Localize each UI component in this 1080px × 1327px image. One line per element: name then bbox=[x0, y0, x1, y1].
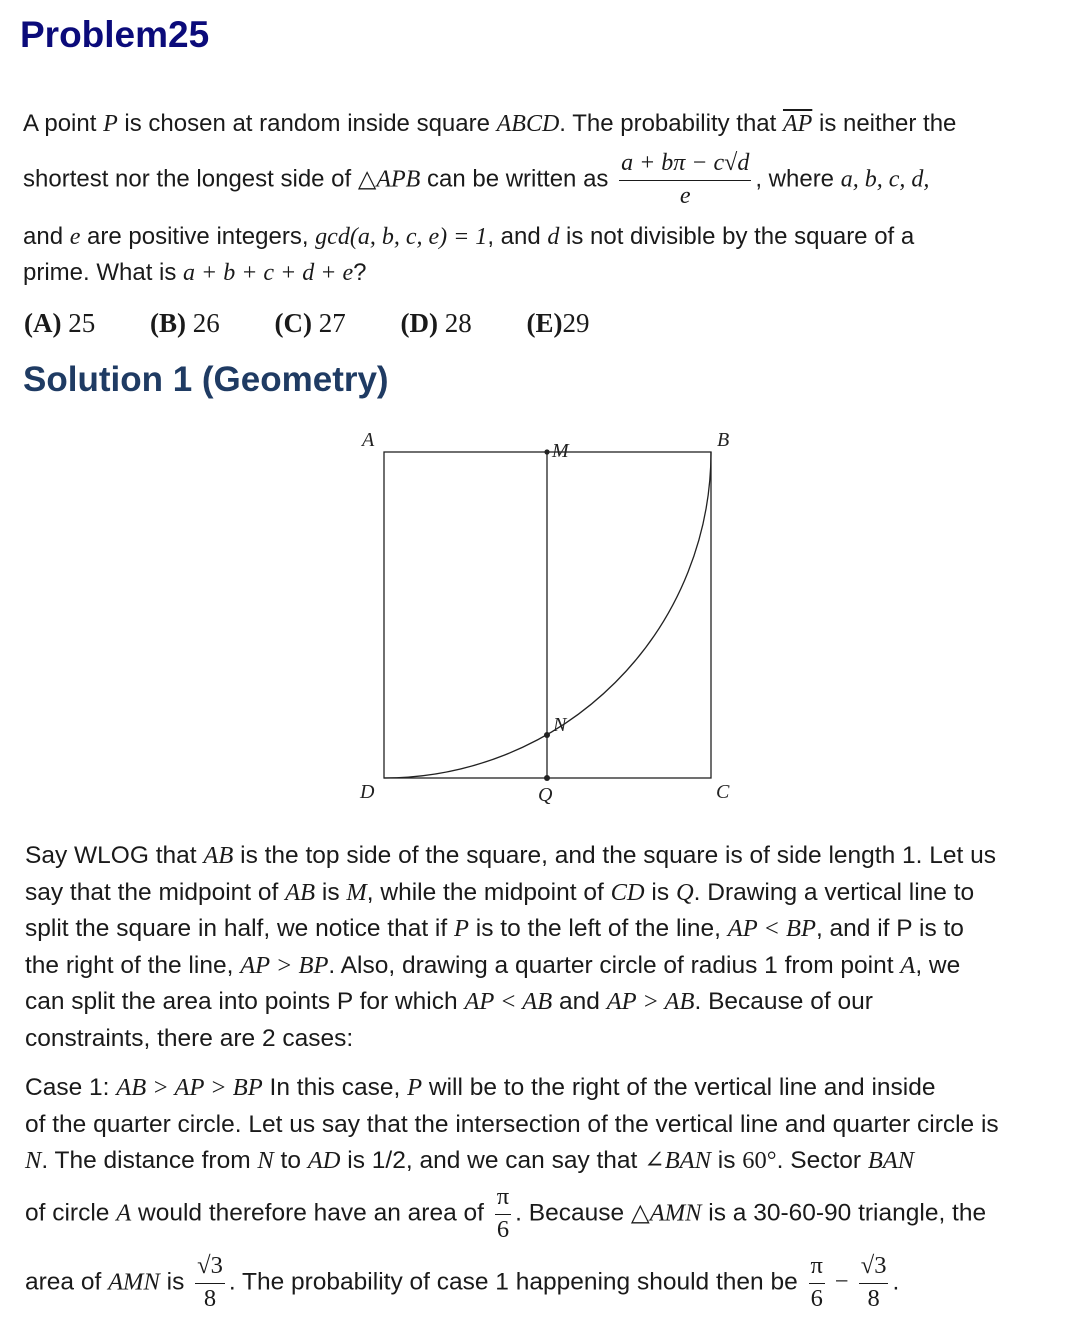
label-m: M bbox=[552, 440, 569, 462]
point-m bbox=[544, 449, 549, 454]
choice-b: (B) 26 bbox=[149, 308, 220, 338]
solution-paragraph-1: Say WLOG that AB is the top side of the square, and the square is of side length 1. Let us say that the midpoint of AB is M, while the midpoint of CD is Q. Drawing a vertical line to split the square in half, we notice that if P is to the left of the line, AP < BP, and if P is to the right of the line, AP > BP. Also, drawing a quarter circle of radius 1 from point A, we can split the area into points P for which AP < AB and AP > AB. Because of our constraints, there are 2 cases: bbox=[25, 842, 997, 1052]
geometry-figure bbox=[340, 420, 760, 820]
problem-line-3: and e are positive integers, gcd(a, b, c, e) = 1, and d is not divisible by the square of a bbox=[23, 223, 915, 250]
choice-e: (E)29 bbox=[526, 308, 590, 338]
sector-area-fraction: $\frac{\pi}{6}$ bbox=[496, 1182, 510, 1243]
point-n bbox=[544, 732, 550, 738]
choice-c: (C) 27 bbox=[274, 308, 346, 338]
problem-line-2: shortest nor the longest side of △APB can be written as $\frac{a + b\pi - c√d}{e}$ , where a, b, c, d, bbox=[23, 150, 930, 209]
label-b: B bbox=[717, 429, 730, 451]
problem-title: Problem25 bbox=[20, 14, 210, 55]
case1-fraction-pi: $\frac{\pi}{6}$ bbox=[810, 1251, 823, 1312]
problem-line-1: A point P is chosen at random inside square ABCD. The probability that $\overline{AP}$ is neither the bbox=[23, 110, 957, 137]
label-n: N bbox=[553, 714, 567, 736]
label-d: D bbox=[360, 781, 375, 803]
probability-fraction: $\frac{a + b\pi - c√d}{e}$ bbox=[621, 150, 750, 209]
case1-fraction-root3: $\frac{√3}{8}$ bbox=[860, 1251, 887, 1312]
solution-paragraph-2: Case 1: AB > AP > BP In this case, P will be to the right of the vertical line and inside of the quarter circle. Let us say that the intersection of the vertical line and quarter circle is N. The distance from N to AD is 1/2, and we can say that ∠BAN is 60°. Sector BAN of circle A would therefore have an area of $\frac{\pi}{6}$ . Because △AMN is a 30-60-90 triangle, the area of AMN is $\frac{√3}{8}$ . The probability of case 1 happening should then be $\frac{\pi}{6}$ − $\frac{√3}{8}$ . bbox=[25, 1074, 999, 1312]
point-q bbox=[544, 775, 550, 781]
triangle-area-fraction: $\frac{√3}{8}$ bbox=[197, 1251, 223, 1312]
label-a: A bbox=[362, 429, 375, 451]
label-q: Q bbox=[538, 784, 553, 806]
label-c: C bbox=[716, 781, 730, 803]
answer-choices bbox=[24, 303, 637, 343]
problem-line-4: prime. What is a + b + c + d + e? bbox=[23, 259, 367, 286]
solution-title: Solution 1 (Geometry) bbox=[23, 360, 389, 399]
choice-d: (D) 28 bbox=[400, 308, 472, 338]
choice-a: (A) 25 bbox=[24, 308, 96, 338]
